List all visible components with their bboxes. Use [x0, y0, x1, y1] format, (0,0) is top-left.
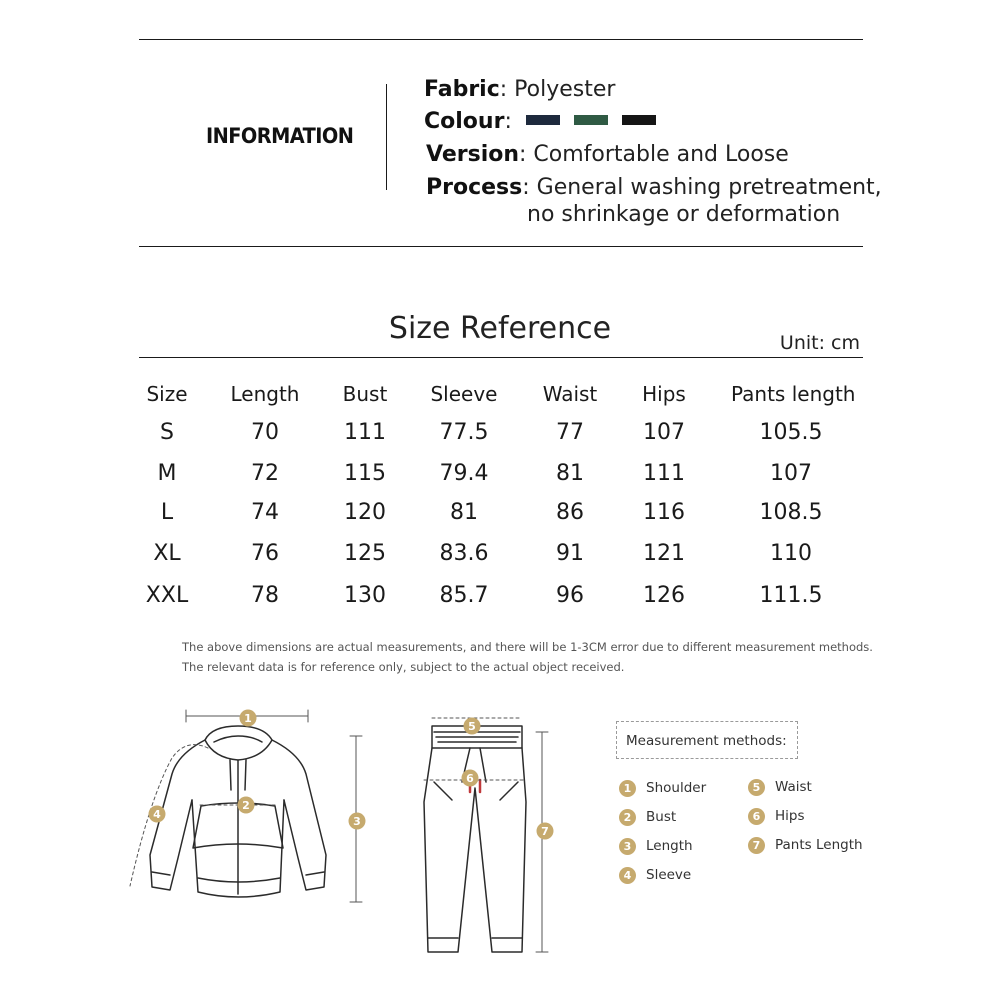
information-bottom-divider — [139, 246, 863, 247]
legend-number-4: 4 — [619, 867, 636, 884]
size-value-cell: 108.5 — [759, 500, 823, 525]
column-header-length: Length — [230, 382, 300, 406]
diagram-marker-5: 5 — [468, 720, 476, 733]
size-value-cell: 86 — [556, 500, 584, 525]
colour-row: Colour: — [424, 109, 656, 134]
legend-number-2: 2 — [619, 809, 636, 826]
column-header-waist: Waist — [542, 382, 598, 406]
version-row: Version: Comfortable and Loose — [426, 142, 789, 167]
process-row: Process: General washing pretreatment, — [426, 175, 882, 200]
size-label-cell: XXL — [145, 583, 189, 608]
size-value-cell: 77.5 — [439, 420, 489, 445]
size-value-cell: 79.4 — [439, 461, 489, 486]
colour-swatch-green — [574, 115, 608, 125]
size-value-cell: 105.5 — [759, 420, 823, 445]
column-header-size: Size — [146, 382, 188, 406]
size-value-cell: 85.7 — [439, 583, 489, 608]
hoodie-illustration — [150, 726, 326, 897]
information-vertical-divider — [386, 84, 387, 190]
pants-illustration — [424, 726, 526, 952]
version-label: Version — [426, 142, 520, 167]
size-value-cell: 83.6 — [439, 541, 489, 566]
size-reference-title: Size Reference — [388, 311, 612, 346]
diagram-marker-1: 1 — [244, 712, 252, 725]
fabric-value: Polyester — [514, 77, 616, 102]
legend-label-sleeve: Sleeve — [646, 867, 692, 883]
size-value-cell: 116 — [643, 500, 685, 525]
size-value-cell: 70 — [251, 420, 279, 445]
legend-label-waist: Waist — [775, 779, 812, 795]
size-label-cell: M — [157, 461, 177, 486]
diagram-marker-4: 4 — [153, 808, 161, 821]
unit-label: Unit: cm — [779, 332, 860, 354]
size-label-cell: S — [160, 420, 174, 445]
size-label-cell: XL — [153, 541, 181, 566]
process-value-line-2: no shrinkage or deformation — [527, 202, 841, 227]
column-header-pants-length: Pants length — [731, 382, 856, 406]
process-label: Process — [426, 175, 523, 200]
size-value-cell: 77 — [556, 420, 584, 445]
process-row-continued — [527, 202, 840, 227]
size-value-cell: 81 — [556, 461, 584, 486]
legend-label-hips: Hips — [775, 808, 805, 824]
size-value-cell: 76 — [251, 541, 279, 566]
column-header-sleeve: Sleeve — [430, 382, 498, 406]
legend-label-length: Length — [646, 838, 693, 854]
diagram-markers — [149, 710, 554, 840]
size-value-cell: 72 — [251, 461, 279, 486]
size-value-cell: 115 — [344, 461, 386, 486]
colour-swatch-navy — [526, 115, 560, 125]
size-value-cell: 107 — [770, 461, 812, 486]
column-header-hips: Hips — [642, 382, 686, 406]
measurement-note: The above dimensions are actual measurements, and there will be 1-3CM error due to different measurement methods. — [182, 640, 873, 654]
size-value-cell: 110 — [770, 541, 812, 566]
legend-label-bust: Bust — [646, 809, 677, 825]
top-divider — [139, 39, 863, 40]
size-label-cell: L — [160, 500, 174, 525]
size-value-cell: 78 — [251, 583, 279, 608]
measurement-guides — [130, 710, 548, 952]
size-value-cell: 74 — [251, 500, 279, 525]
process-value-line-1: General washing pretreatment, — [536, 175, 882, 200]
diagram-marker-2: 2 — [242, 799, 250, 812]
fabric-label: Fabric — [424, 77, 500, 102]
size-value-cell: 107 — [643, 420, 685, 445]
legend-title: Measurement methods: — [626, 733, 787, 749]
size-value-cell: 81 — [450, 500, 478, 525]
size-value-cell: 111.5 — [759, 583, 823, 608]
size-reference-divider — [139, 357, 863, 358]
legend-label-pants-length: Pants Length — [775, 837, 863, 853]
colour-swatch-black — [622, 115, 656, 125]
legend-number-7: 7 — [748, 837, 765, 854]
diagram-marker-6: 6 — [466, 772, 474, 785]
size-value-cell: 130 — [344, 583, 386, 608]
colour-label: Colour — [424, 109, 505, 134]
fabric-row: Fabric: Polyester — [424, 77, 616, 102]
legend-number-5: 5 — [748, 779, 765, 796]
legend-label-shoulder: Shoulder — [646, 780, 707, 796]
legend-number-1: 1 — [619, 780, 636, 797]
information-heading: INFORMATION — [206, 124, 354, 148]
version-value: Comfortable and Loose — [533, 142, 789, 167]
size-value-cell: 96 — [556, 583, 584, 608]
legend-number-3: 3 — [619, 838, 636, 855]
legend-number-6: 6 — [748, 808, 765, 825]
size-value-cell: 120 — [344, 500, 386, 525]
size-value-cell: 121 — [643, 541, 685, 566]
garment-measurement-diagram — [0, 690, 600, 1000]
size-value-cell: 111 — [643, 461, 685, 486]
column-header-bust: Bust — [342, 382, 388, 406]
size-value-cell: 111 — [344, 420, 386, 445]
reference-note: The relevant data is for reference only, subject to the actual object received. — [182, 660, 625, 674]
diagram-marker-3: 3 — [353, 815, 361, 828]
size-value-cell: 125 — [344, 541, 386, 566]
size-value-cell: 126 — [643, 583, 685, 608]
diagram-marker-7: 7 — [541, 825, 549, 838]
size-value-cell: 91 — [556, 541, 584, 566]
